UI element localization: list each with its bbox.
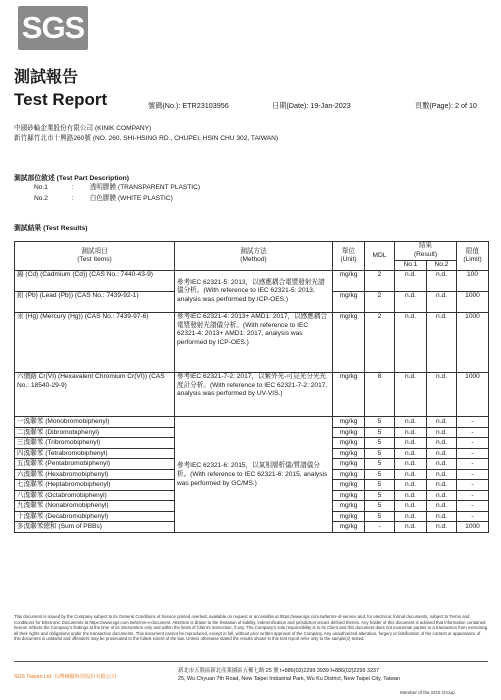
cell-mdl: 5: [365, 490, 395, 501]
report-title-cn: 測試報告: [14, 69, 79, 86]
results-heading: 測試結果 (Test Results): [14, 225, 88, 232]
cell-mdl: 5: [365, 438, 395, 449]
cell-limit: -: [457, 469, 489, 480]
cell-method: 參考IEC 62321-7-2: 2017，以紫外光-可見光分光光度計分析。(With reference to IEC 62321-7-2: 2017, analysis was performed by UV-VIS.): [175, 373, 333, 417]
cell-item: 三溴聯苯 (Tribromobiphenyl): [15, 438, 175, 449]
cell-mdl: -: [365, 522, 395, 533]
header-no2: No.2: [427, 260, 457, 270]
cell-no2: n.d.: [427, 480, 457, 491]
date-label: 日期(Date):: [272, 101, 309, 110]
cell-no2: n.d.: [427, 438, 457, 449]
header-items: [15, 242, 175, 271]
part-description-heading: 測試部位敘述 (Test Part Description): [14, 175, 130, 182]
part-desc: 透明膠膜 (TRANSPARENT PLASTIC): [89, 184, 201, 191]
footer-disclaimer: This document is issued by the Company subject to its General Conditions of Service printed overleaf, available on request or accessible at https://www.sgs.com.tw/terms-of-service and, for electronic format documents, subject to Terms and Conditions for Electronic Documents at https://www.sgs.com.tw/terms-e-document. Attention is drawn to the limitation of liability, indemnification and jurisdiction issues defined therein. Any holder of this document is advised that information contained hereon reflects the Company's findings at the time of its intervention only and within the limits of Client's instruction, if any. The Company's sole responsibility is to its Client and this document does not exonerate parties to a transaction from exercising all their rights and obligations under the transaction documents. This document cannot be reproduced, except in full, without prior written approval of the Company. Any unauthorized alteration, forgery or falsification of the content or appearance of this document is unlawful and offenders may be prosecuted to the fullest extent of the law. Unless otherwise stated the results shown in this test report refer only to the sample(s) tested.: [14, 614, 488, 641]
cell-no1: n.d.: [395, 511, 427, 522]
cell-unit: mg/kg: [333, 522, 365, 533]
cell-unit: mg/kg: [333, 438, 365, 449]
cell-mdl: 8: [365, 373, 395, 417]
table-row: [15, 313, 489, 373]
date-value: 19-Jan-2023: [310, 101, 351, 110]
cell-mdl: 5: [365, 448, 395, 459]
cell-unit: mg/kg: [333, 469, 365, 480]
table-row: [15, 373, 489, 417]
cell-item: 六溴聯苯 (Hexabromobiphenyl): [15, 469, 175, 480]
cell-no1: n.d.: [395, 480, 427, 491]
cell-no2: n.d.: [427, 292, 457, 313]
cell-no1: n.d.: [395, 469, 427, 480]
cell-no1: n.d.: [395, 448, 427, 459]
cell-no1: n.d.: [395, 292, 427, 313]
header-no1: No.1: [395, 260, 427, 270]
header-limit-cn: 限值: [465, 247, 480, 255]
header-method-en: (Method): [240, 256, 267, 263]
cell-no2: n.d.: [427, 417, 457, 428]
header-mdl: MDL: [365, 242, 395, 271]
cell-no2: n.d.: [427, 490, 457, 501]
cell-no1: n.d.: [395, 417, 427, 428]
cell-item: 汞 (Hg) (Mercury (Hg)) (CAS No.: 7439-97-6): [15, 313, 175, 373]
logo-text: SGS: [21, 10, 85, 45]
cell-unit: mg/kg: [333, 480, 365, 491]
cell-unit: mg/kg: [333, 373, 365, 417]
footer-member: Member of the SGS Group: [400, 690, 455, 695]
cell-no1: n.d.: [395, 313, 427, 373]
part-no: No.2: [34, 195, 48, 202]
cell-no2: n.d.: [427, 271, 457, 292]
cell-item: 十溴聯苯 (Decabromobiphenyl): [15, 511, 175, 522]
report-page: [415, 101, 477, 111]
cell-method: 參考IEC 62321-4: 2013+ AMD1: 2017，以感應耦合電漿發射光譜儀分析。(With reference to IEC 62321-4: 2013+ AMD1: 2017, analysis was performed by ICP-OES.): [175, 313, 333, 373]
cell-item: 八溴聯苯 (Octabromobiphenyl): [15, 490, 175, 501]
part-desc: 白色膠膜 (WHITE PLASTIC): [89, 195, 173, 202]
part-sep: :: [71, 184, 74, 191]
cell-unit: mg/kg: [333, 292, 365, 313]
header-items-en: (Test Items): [77, 256, 112, 263]
cell-no2: n.d.: [427, 459, 457, 470]
cell-mdl: 5: [365, 459, 395, 470]
header-unit-cn: 單位: [341, 247, 356, 255]
cell-mdl: 5: [365, 469, 395, 480]
cell-unit: mg/kg: [333, 448, 365, 459]
cell-no1: n.d.: [395, 427, 427, 438]
header-method: [175, 242, 333, 271]
cell-limit: -: [457, 448, 489, 459]
cell-limit: -: [457, 490, 489, 501]
header-result-cn: 結果: [418, 242, 433, 250]
cell-limit: -: [457, 438, 489, 449]
cell-limit: 1000: [457, 292, 489, 313]
report-date: [272, 101, 351, 111]
part-item: [34, 194, 173, 203]
header-result: [395, 242, 457, 261]
sgs-logo: [18, 6, 88, 50]
cell-limit: -: [457, 501, 489, 512]
cell-limit: -: [457, 459, 489, 470]
cell-unit: mg/kg: [333, 511, 365, 522]
page-label: 頁數(Page):: [415, 101, 453, 110]
cell-method: 參考IEC 62321-5: 2013，以感應耦合電漿發射光譜儀分析。(With reference to IEC 62321-5: 2013, analysis was performed by ICP-OES.): [175, 271, 333, 313]
cell-mdl: 2: [365, 271, 395, 292]
cell-no1: n.d.: [395, 373, 427, 417]
cell-unit: mg/kg: [333, 501, 365, 512]
cell-unit: mg/kg: [333, 417, 365, 428]
cell-mdl: 2: [365, 313, 395, 373]
cell-mdl: 2: [365, 292, 395, 313]
cell-unit: mg/kg: [333, 271, 365, 292]
cell-mdl: 5: [365, 501, 395, 512]
table-header-row: [15, 242, 489, 261]
report-title-en: Test Report: [14, 90, 108, 109]
cell-mdl: 5: [365, 427, 395, 438]
cell-no1: n.d.: [395, 522, 427, 533]
cell-unit: mg/kg: [333, 490, 365, 501]
client-address: 新竹縣竹北市十興路260號 (NO. 260, SHI-HSING RD., CHUPEI, HSIN CHU 302, TAIWAN): [14, 135, 279, 142]
footer-address: [178, 667, 400, 683]
cell-limit: 1000: [457, 373, 489, 417]
header-unit: [333, 242, 365, 271]
cell-no1: n.d.: [395, 490, 427, 501]
cell-item: 鎘 (Cd) (Cadmium (Cd)) (CAS No.: 7440-43-9): [15, 271, 175, 292]
cell-method: 參考IEC 62321-6: 2015，以氣相層析儀/質譜儀分析。(With reference to IEC 62321-6: 2015, analysis was performed by GC/MS.): [175, 417, 333, 533]
client-name: 中國砂輪企業股份有限公司 (KINIK COMPANY): [14, 125, 152, 132]
cell-limit: 100: [457, 271, 489, 292]
cell-no1: n.d.: [395, 271, 427, 292]
cell-item: 七溴聯苯 (Heptabromobiphenyl): [15, 480, 175, 491]
cell-item: 二溴聯苯 (Dibromobiphenyl): [15, 427, 175, 438]
part-item: [34, 183, 200, 192]
cell-unit: mg/kg: [333, 459, 365, 470]
cell-limit: 1000: [457, 313, 489, 373]
header-method-cn: 測試方法: [240, 247, 267, 255]
cell-no2: n.d.: [427, 522, 457, 533]
cell-limit: -: [457, 417, 489, 428]
cell-limit: 1000: [457, 522, 489, 533]
cell-no2: n.d.: [427, 313, 457, 373]
cell-no2: n.d.: [427, 511, 457, 522]
cell-mdl: 5: [365, 480, 395, 491]
cell-no2: n.d.: [427, 501, 457, 512]
cell-mdl: 5: [365, 511, 395, 522]
cell-item: 多溴聯苯總和 (Sum of PBBs): [15, 522, 175, 533]
header-items-cn: 測試項目: [81, 247, 108, 255]
cell-no1: n.d.: [395, 501, 427, 512]
header-limit: [457, 242, 489, 271]
report-number: [148, 101, 229, 111]
cell-item: 五溴聯苯 (Pentabromobiphenyl): [15, 459, 175, 470]
cell-no2: n.d.: [427, 448, 457, 459]
cell-unit: mg/kg: [333, 313, 365, 373]
cell-item: 鉛 (Pb) (Lead (Pb)) (CAS No.: 7439-92-1): [15, 292, 175, 313]
table-row: [15, 417, 489, 428]
report-no-label: 號碼(No.):: [148, 101, 181, 110]
cell-item: 一溴聯苯 (Monobromobiphenyl): [15, 417, 175, 428]
part-sep: :: [71, 195, 74, 202]
table-row: [15, 271, 489, 292]
footer-address-cn: 新北市五股區新北產業園區五權七路 25 號 t+886(02)2299 3939 f+886(02)2299 3237: [178, 668, 380, 674]
cell-no2: n.d.: [427, 373, 457, 417]
report-no-value: ETR23103956: [182, 101, 229, 110]
footer-company: SGS Taiwan Ltd. 台灣檢驗科技股份有限公司: [14, 674, 117, 680]
cell-unit: mg/kg: [333, 427, 365, 438]
cell-no2: n.d.: [427, 427, 457, 438]
header-limit-en: (Limit): [463, 256, 482, 263]
cell-limit: -: [457, 427, 489, 438]
part-no: No.1: [34, 184, 48, 191]
footer-address-en: 25, Wu Chyuan 7th Road, New Taipei Industrial Park, Wu Ku District, New Taipei City, Taiwan: [178, 676, 401, 682]
footer-divider: [14, 661, 488, 662]
cell-no2: n.d.: [427, 469, 457, 480]
cell-item: 四溴聯苯 (Tetrabromobiphenyl): [15, 448, 175, 459]
cell-mdl: 5: [365, 417, 395, 428]
results-table: [14, 241, 489, 533]
header-unit-en: (Unit): [340, 256, 357, 263]
cell-item: 九溴聯苯 (Nonabromobiphenyl): [15, 501, 175, 512]
cell-limit: -: [457, 511, 489, 522]
header-result-en: (Result): [413, 250, 438, 258]
cell-item: 六價鉻 Cr(VI) (Hexavalent Chromium Cr(VI)) (CAS No.: 18540-29-9): [15, 373, 175, 417]
cell-no1: n.d.: [395, 438, 427, 449]
page-value: 2 of 10: [454, 101, 477, 110]
cell-no1: n.d.: [395, 459, 427, 470]
cell-limit: -: [457, 480, 489, 491]
